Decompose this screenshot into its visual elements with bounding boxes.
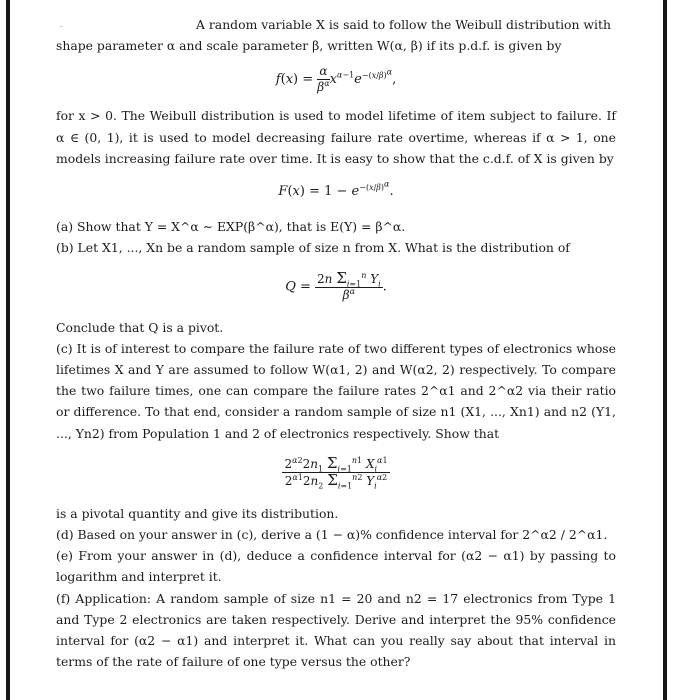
part-a: (a) Show that Y = X^α ∼ EXP(β^α), that is E(Y) = β^α. <box>56 219 406 235</box>
q-fraction: $\frac{2n \Sigma_{i=1}^n Y_i}{\beta^\alpha}$ <box>317 268 381 302</box>
pivot-fraction: $\frac{2^{\alpha 2}2n_1 \Sigma_{i=1}^{n1} X_i^{\alpha 1}}{2^{\alpha 1}2n_2 \Sigma_{i=1}^{n2} Y_i^{\alpha 2}}$ <box>284 453 388 491</box>
cdf-formula: $F(x) = 1 - e^{-(x/\beta)^\alpha}$. <box>278 179 394 200</box>
problem-document <box>56 14 616 672</box>
part-f: (f) Application: A random sample of size n1 = 20 and n2 = 17 electronics from Type 1 and Type 2 electronics are taken respectively. Derive and interpret the 95% confidence interval for (α2 − α1) and interpret it. What can you really say about that interval in terms of the rate of failure of one type versus the other? <box>56 590 616 670</box>
intro-lead: A random variable X is said to follow the Weibull distribution with <box>196 17 611 32</box>
part-d: (d) Based on your answer in (c), derive a (1 − α)% confidence interval for 2^α2 / 2^α1. <box>56 527 608 543</box>
support-paragraph: for x > 0. The Weibull distribution is used to model lifetime of item subject to failure. If α ∈ (0, 1), it is used to model decreasing failure rate overtime, whereas if α > 1, one models increasing failure rate over time. It is easy to show that the c.d.f. of X is given by <box>56 108 616 166</box>
right-border <box>663 0 667 700</box>
part-b: (b) Let X1, ..., Xn be a random sample of size n from X. What is the distribution of <box>56 240 570 256</box>
pdf-formula: f(x) = $\frac{\alpha}{\beta^\alpha}$ $x^{\alpha-1}e^{-(x/\beta)^\alpha}$, <box>275 64 397 95</box>
left-border <box>6 0 10 700</box>
part-e: (e) From your answer in (d), deduce a confidence interval for (α2 − α1) by passing to logarithm and interpret it. <box>56 548 616 585</box>
pivot-text: is a pivotal quantity and give its distribution. <box>56 505 339 521</box>
corner-mark: - <box>60 22 64 32</box>
pivot-formula <box>56 453 616 491</box>
intro-rest: shape parameter α and scale parameter β, written W(α, β) if its p.d.f. is given by <box>56 38 562 54</box>
pdf-fraction: $\frac{\alpha}{\beta^\alpha}$ <box>317 64 330 95</box>
conclude-pivot: Conclude that Q is a pivot. <box>56 319 224 335</box>
part-c: (c) It is of interest to compare the failure rate of two different types of electronics whose lifetimes X and Y are assumed to follow W(α1, 2) and W(α2, 2) respectively. To compare the two failure times, one can compare the failure rates 2^α1 and 2^α2 via their ratio or difference. To that end, consider a random sample of size n1 (X1, ..., Xn1) and n2 (Y1, ..., Yn2) from Population 1 and 2 of electronics respectively. Show that <box>56 340 616 441</box>
q-formula: Q = $\frac{2n \Sigma_{i=1}^n Y_i}{\beta^\alpha}$ . <box>285 268 387 302</box>
